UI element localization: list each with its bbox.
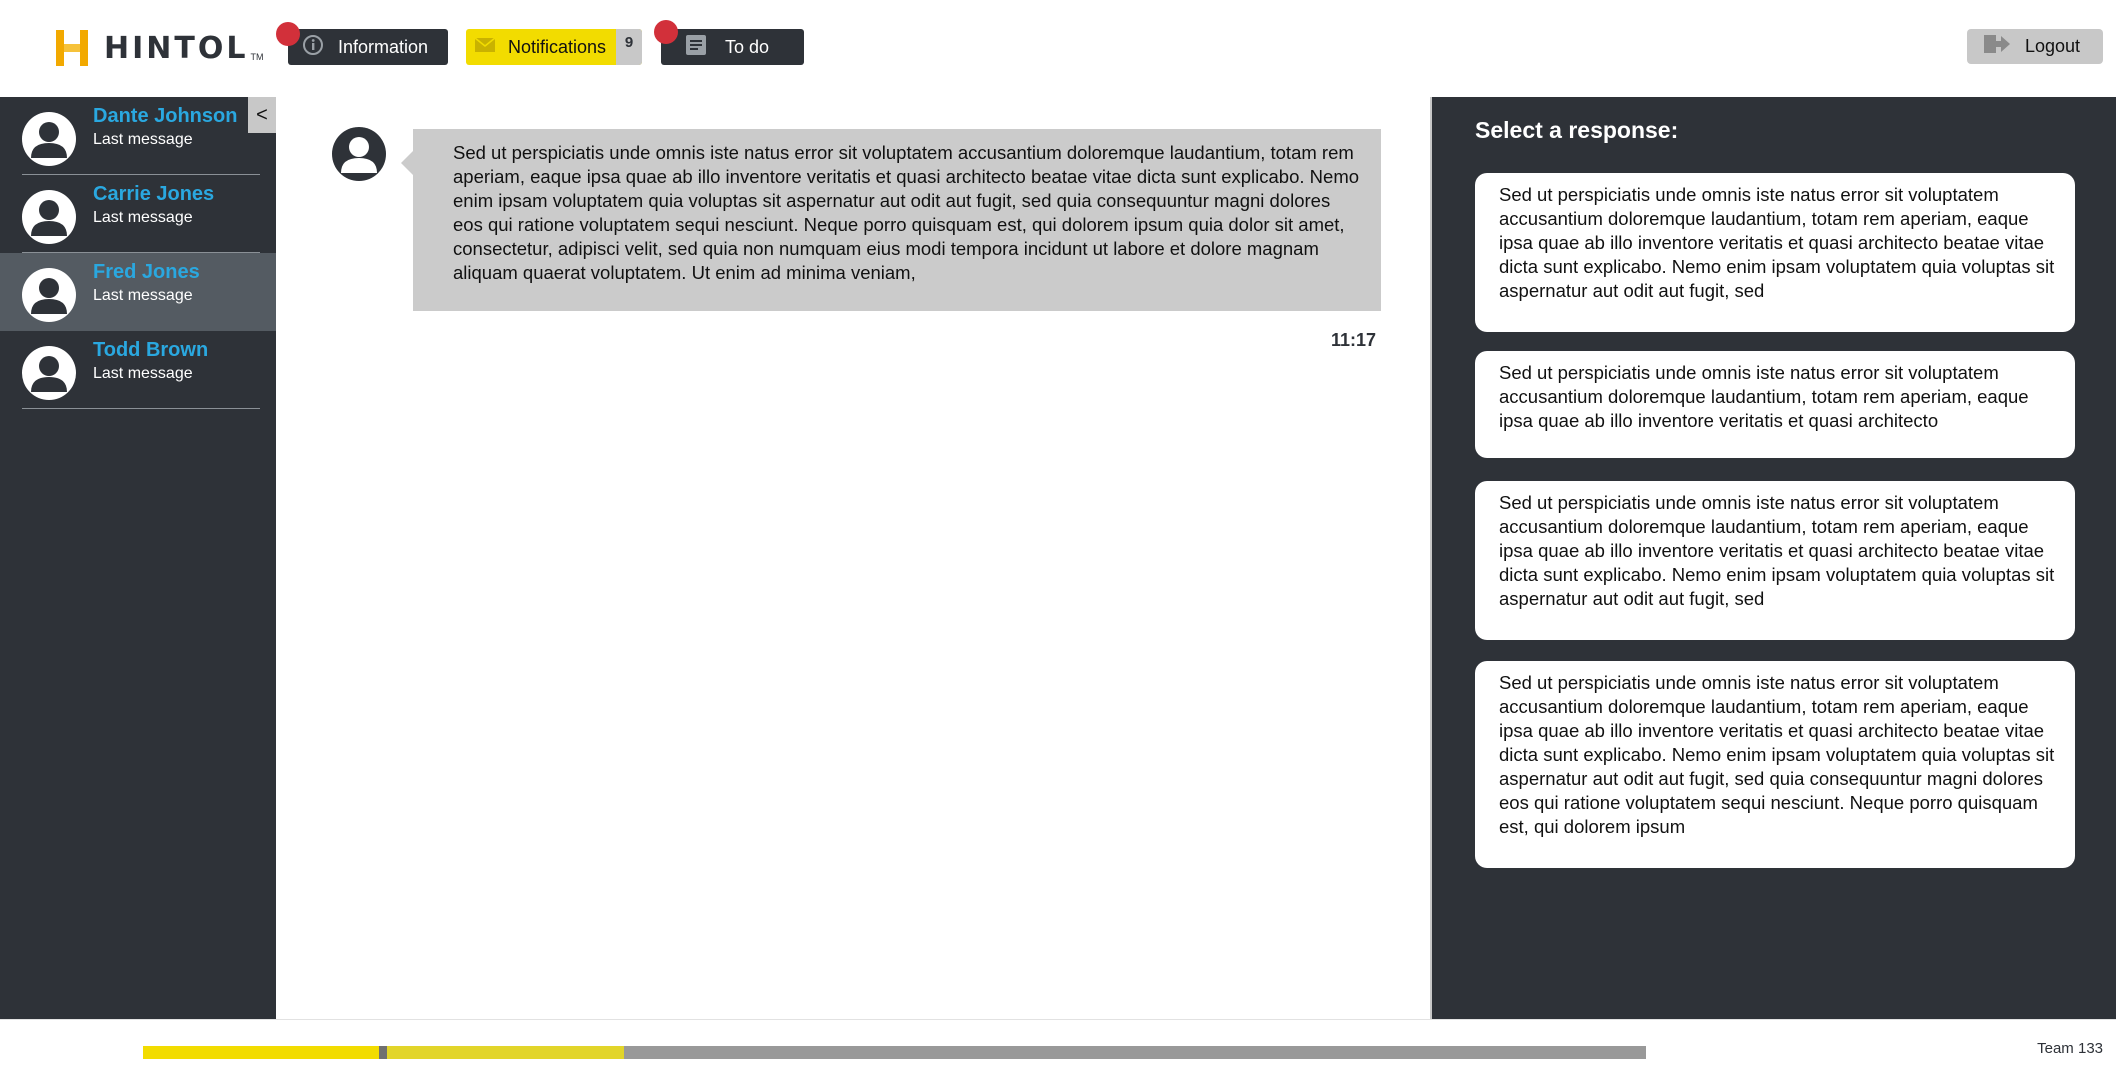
contact-last-message: Last message bbox=[93, 131, 193, 148]
user-avatar-icon bbox=[22, 346, 76, 400]
incoming-message: Sed ut perspiciatis unde omnis iste natus error sit voluptatem accusantium doloremque laudantium, totam rem aperiam, eaque ipsa quae ab illo inventore veritatis et quasi architecto beatae vitae dicta sunt explicabo. Nemo enim ipsam voluptatem quia voluptas sit aspernatur aut odit aut fugit, sed quia consequuntur magni dolores eos qui ratione voluptatem sequi nesciunt. Neque porro quisquam est, qui dolorem ipsum quia dolor sit amet, consectetur, adipisci velit, sed quia non numquam eius modi tempora incidunt ut labore et dolore magnam aliquam quaerat voluptatem. Ut enim ad minima veniam, bbox=[413, 129, 1381, 311]
response-panel bbox=[1432, 97, 2116, 1019]
response-panel-title: Select a response: bbox=[1475, 117, 1679, 143]
logout-button[interactable] bbox=[1967, 29, 2103, 64]
checklist-icon bbox=[685, 34, 707, 61]
progress-bar bbox=[143, 1046, 1646, 1059]
logo-h-icon bbox=[50, 26, 94, 70]
contact-item-carrie-jones[interactable] bbox=[0, 175, 276, 253]
notifications-count-badge: 9 bbox=[616, 29, 642, 65]
todo-button[interactable] bbox=[661, 29, 804, 65]
information-label: Information bbox=[338, 36, 429, 57]
todo-label: To do bbox=[725, 36, 770, 57]
notifications-button[interactable] bbox=[466, 29, 642, 65]
contact-item-fred-jones[interactable] bbox=[0, 253, 276, 331]
information-button[interactable] bbox=[288, 29, 448, 65]
logo-trademark: TM bbox=[250, 52, 264, 62]
contact-last-message: Last message bbox=[93, 209, 193, 226]
contact-item-todd-brown[interactable] bbox=[0, 331, 276, 409]
footer-bar bbox=[0, 1019, 2116, 1082]
response-option-4[interactable]: Sed ut perspiciatis unde omnis iste natus error sit voluptatem accusantium doloremque laudantium, totam rem aperiam, eaque ipsa quae ab illo inventore veritatis et quasi architecto beatae vitae dicta sunt explicabo. Nemo enim ipsam voluptatem quia voluptas sit aspernatur aut odit aut fugit, sed quia consequuntur magni dolores eos qui ratione voluptatem sequi nesciunt. Neque porro quisquam est, qui dolorem ipsum bbox=[1475, 661, 2075, 868]
logout-icon bbox=[1983, 33, 2011, 60]
contact-name: Fred Jones bbox=[93, 261, 200, 283]
team-label: Team 133 bbox=[2037, 1040, 2103, 1057]
notifications-label: Notifications bbox=[508, 36, 607, 57]
contact-name: Todd Brown bbox=[93, 339, 209, 361]
contact-item-dante-johnson[interactable] bbox=[0, 97, 276, 175]
envelope-icon bbox=[474, 37, 496, 58]
response-option-2[interactable]: Sed ut perspiciatis unde omnis iste natus error sit voluptatem accusantium doloremque laudantium, totam rem aperiam, eaque ipsa quae ab illo inventore veritatis et quasi architecto bbox=[1475, 351, 2075, 458]
message-bubble-tail bbox=[401, 151, 413, 175]
logout-label: Logout bbox=[2025, 36, 2081, 56]
progress-segment-marker bbox=[379, 1046, 387, 1059]
divider bbox=[22, 408, 260, 409]
sender-avatar-icon bbox=[332, 127, 386, 181]
user-avatar-icon bbox=[22, 190, 76, 244]
user-avatar-icon bbox=[22, 268, 76, 322]
contact-name: Carrie Jones bbox=[93, 183, 215, 205]
progress-segment-in-progress bbox=[387, 1046, 624, 1059]
contact-name: Dante Johnson bbox=[93, 105, 238, 127]
info-icon bbox=[302, 34, 324, 61]
user-avatar-icon bbox=[22, 112, 76, 166]
contact-last-message: Last message bbox=[93, 365, 193, 382]
hintol-logo bbox=[50, 26, 263, 70]
message-timestamp: 11:17 bbox=[1330, 330, 1376, 350]
top-bar bbox=[0, 0, 2116, 97]
contact-last-message: Last message bbox=[93, 287, 193, 304]
information-alert-dot bbox=[276, 22, 300, 46]
collapse-sidebar-button[interactable]: < bbox=[248, 97, 276, 133]
logo-text: HINTOL bbox=[104, 30, 249, 66]
progress-segment-completed bbox=[143, 1046, 379, 1059]
response-option-3[interactable]: Sed ut perspiciatis unde omnis iste natus error sit voluptatem accusantium doloremque laudantium, totam rem aperiam, eaque ipsa quae ab illo inventore veritatis et quasi architecto beatae vitae dicta sunt explicabo. Nemo enim ipsam voluptatem quia voluptas sit aspernatur aut odit aut fugit, sed bbox=[1475, 481, 2075, 640]
response-option-1[interactable]: Sed ut perspiciatis unde omnis iste natus error sit voluptatem accusantium doloremque laudantium, totam rem aperiam, eaque ipsa quae ab illo inventore veritatis et quasi architecto beatae vitae dicta sunt explicabo. Nemo enim ipsam voluptatem quia voluptas sit aspernatur aut odit aut fugit, sed bbox=[1475, 173, 2075, 332]
chat-panel bbox=[276, 97, 1432, 1019]
todo-alert-dot bbox=[654, 20, 678, 44]
contact-sidebar bbox=[0, 97, 276, 1019]
